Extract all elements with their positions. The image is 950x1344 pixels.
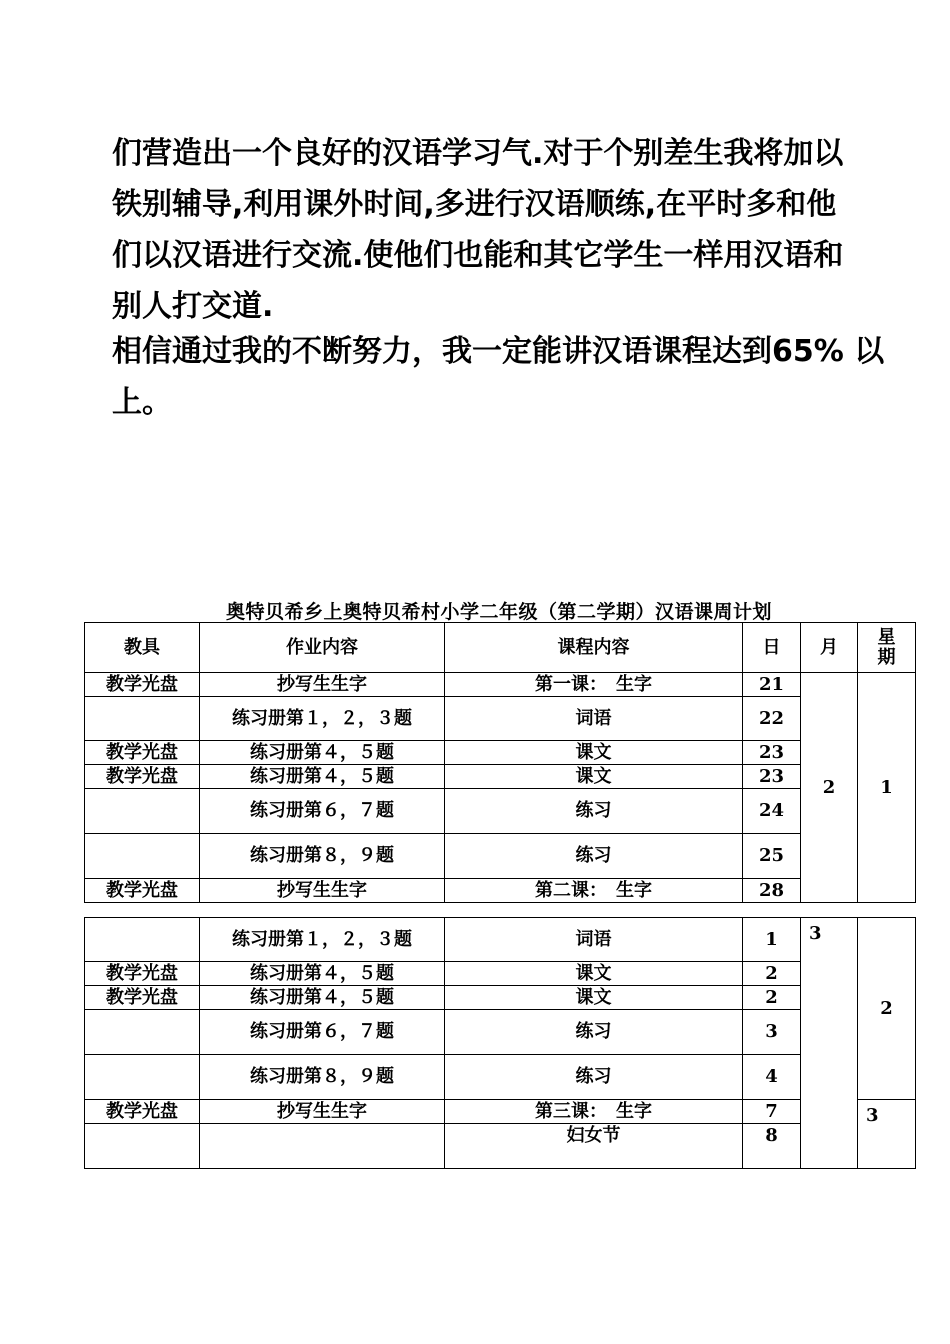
paragraph-line: 们以汉语进行交流.使他们也能和其它学生一样用汉语和: [112, 238, 844, 273]
cell-content: 练习: [445, 789, 743, 834]
weekly-plan-table: [84, 622, 916, 903]
table-row: [85, 697, 916, 741]
paragraph-2: [112, 326, 885, 428]
cell-tool: [85, 1055, 200, 1100]
header-week-line: 期: [877, 646, 896, 668]
cell-homework: 练习册第８，９题: [200, 1055, 445, 1100]
table-row: [85, 765, 916, 789]
cell-week: 2: [858, 918, 916, 1100]
table-row: [85, 1010, 916, 1055]
cell-content: 练习: [445, 834, 743, 879]
cell-week: 3: [858, 1100, 916, 1169]
cell-day: 23: [743, 765, 801, 789]
cell-month: 3: [801, 918, 858, 1169]
header-homework: 作业内容: [200, 623, 445, 673]
cell-content: 课文: [445, 765, 743, 789]
cell-homework: 练习册第４，５题: [200, 741, 445, 765]
cell-homework: 练习册第４，５题: [200, 986, 445, 1010]
header-week-line: 星: [877, 626, 896, 648]
cell-homework: 练习册第４，５题: [200, 962, 445, 986]
table-row: [85, 1055, 916, 1100]
table-row: [85, 879, 916, 903]
paragraph-1: [112, 128, 842, 332]
cell-content: 练习: [445, 1010, 743, 1055]
paragraph-line: 相信通过我的不断努力，我一定能讲汉语课程达到65% 以: [112, 334, 885, 369]
cell-month: 2: [801, 673, 858, 903]
table-header-row: [85, 623, 916, 673]
cell-tool: [85, 918, 200, 962]
table-row: [85, 1100, 916, 1124]
cell-day: 2: [743, 986, 801, 1010]
cell-day: 25: [743, 834, 801, 879]
cell-homework: 练习册第６，７题: [200, 789, 445, 834]
cell-homework: 抄写生生字: [200, 879, 445, 903]
cell-tool: [85, 1010, 200, 1055]
paragraph-line: 铁别辅导,利用课外时间,多进行汉语顺练,在平时多和他: [112, 187, 837, 222]
cell-tool: [85, 697, 200, 741]
cell-tool: 教学光盘: [85, 1100, 200, 1124]
header-month: 月: [801, 623, 858, 673]
cell-day: 3: [743, 1010, 801, 1055]
cell-day: 8: [743, 1124, 801, 1169]
table-title: 奥特贝希乡上奥特贝希村小学二年级（第二学期）汉语课周计划: [225, 601, 772, 623]
cell-content: 第三课： 生字: [445, 1100, 743, 1124]
table-row: [85, 1124, 916, 1169]
cell-homework: 练习册第４，５题: [200, 765, 445, 789]
cell-homework: 练习册第８，９题: [200, 834, 445, 879]
cell-homework: [200, 1124, 445, 1169]
cell-content: 词语: [445, 697, 743, 741]
cell-day: 24: [743, 789, 801, 834]
cell-tool: [85, 834, 200, 879]
paragraph-line: 别人打交道.: [112, 289, 274, 324]
cell-content: 第一课： 生字: [445, 673, 743, 697]
table-row: [85, 789, 916, 834]
header-week: [858, 623, 916, 673]
header-day: 日: [743, 623, 801, 673]
cell-day: 28: [743, 879, 801, 903]
cell-content: 课文: [445, 986, 743, 1010]
cell-content: 词语: [445, 918, 743, 962]
table-row: [85, 962, 916, 986]
cell-day: 1: [743, 918, 801, 962]
paragraph-line: 上。: [112, 385, 172, 420]
cell-tool: 教学光盘: [85, 879, 200, 903]
cell-homework: 抄写生生字: [200, 673, 445, 697]
cell-homework: 练习册第１，２，３题: [200, 697, 445, 741]
cell-day: 7: [743, 1100, 801, 1124]
cell-tool: [85, 1124, 200, 1169]
cell-homework: 练习册第１，２，３题: [200, 918, 445, 962]
cell-content: 第二课： 生字: [445, 879, 743, 903]
cell-homework: 练习册第６，７题: [200, 1010, 445, 1055]
cell-content: 练习: [445, 1055, 743, 1100]
table-row: [85, 918, 916, 962]
table-row: [85, 834, 916, 879]
cell-homework: 抄写生生字: [200, 1100, 445, 1124]
cell-tool: 教学光盘: [85, 765, 200, 789]
cell-tool: [85, 789, 200, 834]
cell-day: 21: [743, 673, 801, 697]
cell-content: 课文: [445, 741, 743, 765]
header-content: 课程内容: [445, 623, 743, 673]
cell-tool: 教学光盘: [85, 986, 200, 1010]
header-tool: 教具: [85, 623, 200, 673]
table-row: [85, 741, 916, 765]
paragraph-line: 们营造出一个良好的汉语学习气.对于个别差生我将加以: [112, 136, 844, 171]
cell-week: 1: [858, 673, 916, 903]
cell-day: 2: [743, 962, 801, 986]
table-row: [85, 673, 916, 697]
cell-tool: 教学光盘: [85, 962, 200, 986]
cell-content: 课文: [445, 962, 743, 986]
cell-content: 妇女节: [445, 1124, 743, 1169]
cell-day: 23: [743, 741, 801, 765]
weekly-plan-table-continued: [84, 917, 916, 1169]
table-row: [85, 986, 916, 1010]
cell-day: 22: [743, 697, 801, 741]
cell-tool: 教学光盘: [85, 741, 200, 765]
cell-tool: 教学光盘: [85, 673, 200, 697]
cell-day: 4: [743, 1055, 801, 1100]
